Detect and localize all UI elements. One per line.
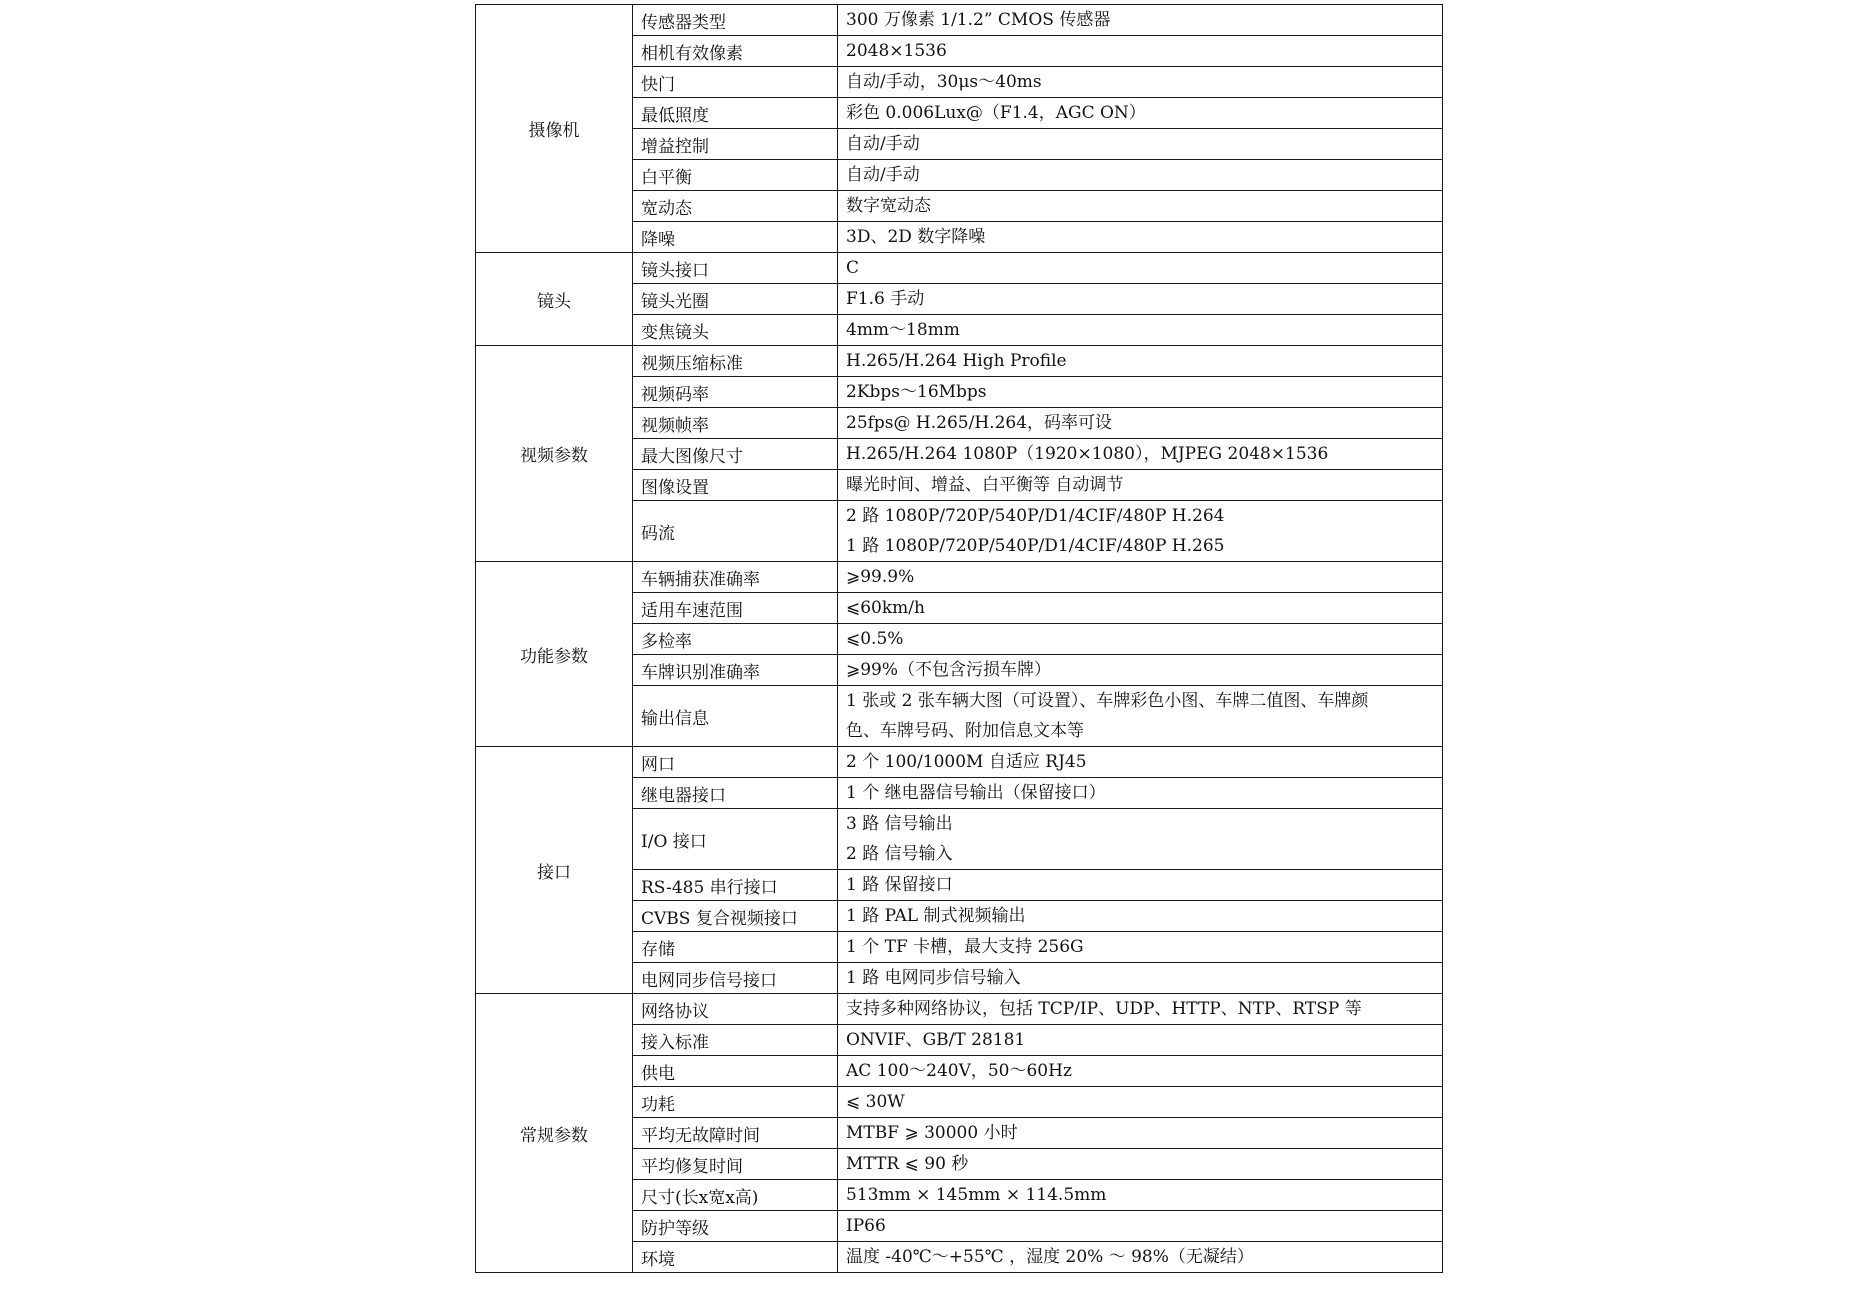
table-row: [476, 253, 1443, 284]
parameter-value-cell: [838, 253, 1443, 284]
parameter-name-cell: 图像设置: [633, 470, 838, 501]
parameter-name-cell: 存储: [633, 932, 838, 963]
parameter-name-cell: I/O 接口: [633, 809, 838, 870]
parameter-name-cell: 网口: [633, 747, 838, 778]
value-line: 300 万像素 1/1.2” CMOS 传感器: [846, 10, 1111, 30]
spec-table: [475, 4, 1443, 1273]
category-cell: 功能参数: [476, 562, 633, 747]
value-line: 2 路 1080P/720P/540P/D1/4CIF/480P H.264: [846, 506, 1225, 526]
parameter-name-cell: CVBS 复合视频接口: [633, 901, 838, 932]
value-line: 数字宽动态: [846, 196, 931, 216]
parameter-value-cell: [838, 98, 1443, 129]
category-cell: 常规参数: [476, 994, 633, 1273]
value-line: 1 个 继电器信号输出（保留接口）: [846, 783, 1106, 803]
value-line: ⩽60km/h: [846, 598, 925, 618]
parameter-name-cell: 输出信息: [633, 686, 838, 747]
table-row: [476, 5, 1443, 36]
parameter-name-cell: 最低照度: [633, 98, 838, 129]
value-line: H.265/H.264 High Profile: [846, 351, 1067, 371]
value-line: 自动/手动: [846, 165, 920, 185]
parameter-value-cell: [838, 160, 1443, 191]
parameter-value-cell: [838, 1180, 1443, 1211]
value-line: ⩾99.9%: [846, 567, 915, 587]
parameter-value-cell: [838, 1118, 1443, 1149]
value-line: F1.6 手动: [846, 289, 925, 309]
parameter-value-cell: [838, 747, 1443, 778]
parameter-name-cell: 电网同步信号接口: [633, 963, 838, 994]
value-line: 2048×1536: [846, 41, 947, 61]
parameter-value-cell: [838, 901, 1443, 932]
parameter-value-cell: [838, 1025, 1443, 1056]
parameter-name-cell: 尺寸(长x宽x高): [633, 1180, 838, 1211]
value-line: 2Kbps～16Mbps: [846, 382, 987, 402]
parameter-name-cell: 白平衡: [633, 160, 838, 191]
parameter-name-cell: 快门: [633, 67, 838, 98]
parameter-name-cell: 平均无故障时间: [633, 1118, 838, 1149]
parameter-value-cell: [838, 870, 1443, 901]
value-line: 4mm～18mm: [846, 320, 960, 340]
parameter-value-cell: [838, 686, 1443, 747]
value-line: 513mm × 145mm × 114.5mm: [846, 1185, 1107, 1205]
parameter-name-cell: 降噪: [633, 222, 838, 253]
parameter-value-cell: [838, 1056, 1443, 1087]
parameter-name-cell: 网络协议: [633, 994, 838, 1025]
parameter-value-cell: [838, 1242, 1443, 1273]
parameter-name-cell: 平均修复时间: [633, 1149, 838, 1180]
value-line: 1 路 1080P/720P/540P/D1/4CIF/480P H.265: [846, 536, 1225, 556]
parameter-name-cell: 相机有效像素: [633, 36, 838, 67]
parameter-name-cell: 防护等级: [633, 1211, 838, 1242]
parameter-name-cell: 功耗: [633, 1087, 838, 1118]
parameter-value-cell: [838, 655, 1443, 686]
parameter-value-cell: [838, 501, 1443, 562]
parameter-value-cell: [838, 1149, 1443, 1180]
parameter-value-cell: [838, 67, 1443, 98]
value-line: 2 个 100/1000M 自适应 RJ45: [846, 752, 1087, 772]
value-line: 自动/手动，30μs～40ms: [846, 72, 1042, 92]
value-line: 25fps@ H.265/H.264，码率可设: [846, 413, 1113, 433]
value-line: ⩽ 30W: [846, 1092, 905, 1112]
parameter-name-cell: 镜头光圈: [633, 284, 838, 315]
parameter-value-cell: [838, 315, 1443, 346]
parameter-name-cell: 视频压缩标准: [633, 346, 838, 377]
parameter-name-cell: 多检率: [633, 624, 838, 655]
parameter-name-cell: 变焦镜头: [633, 315, 838, 346]
value-line: ONVIF、GB/T 28181: [846, 1030, 1026, 1050]
parameter-name-cell: 继电器接口: [633, 778, 838, 809]
value-line: 1 路 PAL 制式视频输出: [846, 906, 1026, 926]
parameter-value-cell: [838, 191, 1443, 222]
category-cell: 摄像机: [476, 5, 633, 253]
parameter-value-cell: [838, 1087, 1443, 1118]
parameter-name-cell: 增益控制: [633, 129, 838, 160]
parameter-name-cell: 传感器类型: [633, 5, 838, 36]
parameter-value-cell: [838, 346, 1443, 377]
value-line: MTTR ⩽ 90 秒: [846, 1154, 969, 1174]
parameter-value-cell: [838, 439, 1443, 470]
table-row: [476, 747, 1443, 778]
value-line: C: [846, 258, 860, 278]
value-line: IP66: [846, 1216, 886, 1236]
parameter-value-cell: [838, 562, 1443, 593]
value-line: 色、车牌号码、附加信息文本等: [846, 721, 1084, 741]
category-cell: 镜头: [476, 253, 633, 346]
value-line: 1 张或 2 张车辆大图（可设置）、车牌彩色小图、车牌二值图、车牌颜: [846, 691, 1369, 711]
table-row: [476, 994, 1443, 1025]
value-line: ⩾99%（不包含污损车牌）: [846, 660, 1052, 680]
parameter-value-cell: [838, 284, 1443, 315]
value-line: 3 路 信号输出: [846, 814, 953, 834]
parameter-name-cell: RS-485 串行接口: [633, 870, 838, 901]
parameter-value-cell: [838, 809, 1443, 870]
spec-table-body: [476, 5, 1443, 1273]
parameter-name-cell: 视频码率: [633, 377, 838, 408]
parameter-value-cell: [838, 593, 1443, 624]
table-row: [476, 562, 1443, 593]
parameter-name-cell: 视频帧率: [633, 408, 838, 439]
parameter-name-cell: 适用车速范围: [633, 593, 838, 624]
parameter-value-cell: [838, 1211, 1443, 1242]
parameter-value-cell: [838, 222, 1443, 253]
value-line: 1 个 TF 卡槽，最大支持 256G: [846, 937, 1084, 957]
value-line: 自动/手动: [846, 134, 920, 154]
parameter-value-cell: [838, 624, 1443, 655]
parameter-value-cell: [838, 5, 1443, 36]
value-line: H.265/H.264 1080P（1920×1080），MJPEG 2048×1536: [846, 444, 1329, 464]
parameter-name-cell: 车辆捕获准确率: [633, 562, 838, 593]
value-line: 支持多种网络协议，包括 TCP/IP、UDP、HTTP、NTP、RTSP 等: [846, 999, 1362, 1019]
parameter-value-cell: [838, 963, 1443, 994]
parameter-name-cell: 接入标准: [633, 1025, 838, 1056]
parameter-name-cell: 供电: [633, 1056, 838, 1087]
value-line: 3D、2D 数字降噪: [846, 227, 986, 247]
value-line: 1 路 保留接口: [846, 875, 953, 895]
value-line: 1 路 电网同步信号输入: [846, 968, 1021, 988]
parameter-value-cell: [838, 129, 1443, 160]
parameter-value-cell: [838, 994, 1443, 1025]
parameter-value-cell: [838, 778, 1443, 809]
parameter-name-cell: 环境: [633, 1242, 838, 1273]
parameter-name-cell: 宽动态: [633, 191, 838, 222]
value-line: 彩色 0.006Lux@（F1.4，AGC ON）: [846, 103, 1146, 123]
category-cell: 视频参数: [476, 346, 633, 562]
value-line: 温度 -40℃～+55℃ ，湿度 20% ～ 98%（无凝结）: [846, 1247, 1254, 1267]
parameter-value-cell: [838, 36, 1443, 67]
parameter-value-cell: [838, 470, 1443, 501]
category-cell: 接口: [476, 747, 633, 994]
parameter-value-cell: [838, 377, 1443, 408]
parameter-value-cell: [838, 932, 1443, 963]
parameter-value-cell: [838, 408, 1443, 439]
value-line: 曝光时间、增益、白平衡等 自动调节: [846, 475, 1124, 495]
value-line: AC 100～240V，50～60Hz: [846, 1061, 1072, 1081]
value-line: ⩽0.5%: [846, 629, 904, 649]
value-line: 2 路 信号输入: [846, 844, 953, 864]
parameter-name-cell: 镜头接口: [633, 253, 838, 284]
parameter-name-cell: 车牌识别准确率: [633, 655, 838, 686]
value-line: MTBF ⩾ 30000 小时: [846, 1123, 1018, 1143]
parameter-name-cell: 最大图像尺寸: [633, 439, 838, 470]
table-row: [476, 346, 1443, 377]
parameter-name-cell: 码流: [633, 501, 838, 562]
